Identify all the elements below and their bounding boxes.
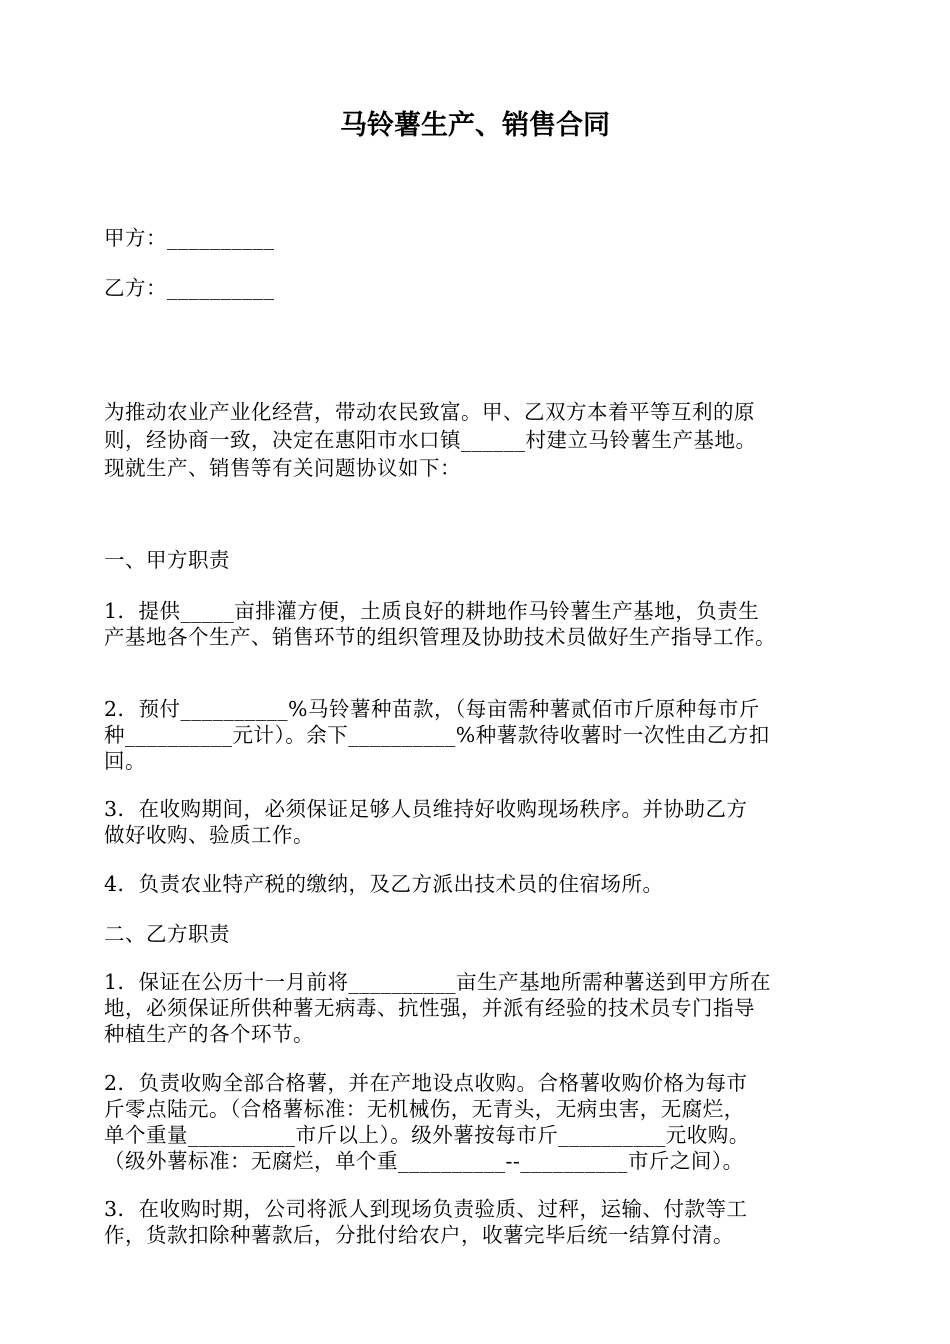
- s1-item2-line-3: 回。: [104, 749, 146, 773]
- intro-line-2: 则，经协商一致，决定在惠阳市水口镇______村建立马铃薯生产基地。: [104, 428, 757, 452]
- s2-item1-line-3: 种植生产的各个环节。: [104, 1022, 314, 1046]
- s1-item1-line-1: 1．提供_____亩排灌方便，土质良好的耕地作马铃薯生产基地，负责生: [104, 599, 760, 623]
- s1-item2-line-1: 2．预付__________%马铃薯种苗款，（每亩需种薯贰佰市斤原种每市斤: [104, 697, 760, 721]
- s2-item3-line-1: 3．在收购时期，公司将派人到现场负责验质、过秤，运输、付款等工: [104, 1197, 748, 1221]
- s2-item3-line-2: 作，货款扣除种薯款后，分批付给农户，收薯完毕后统一结算付清。: [104, 1223, 734, 1247]
- s1-item4-line-1: 4．负责农业特产税的缴纳，及乙方派出技术员的住宿场所。: [104, 872, 664, 896]
- s2-item2-line-3: 单个重量__________市斤以上）。级外薯按每市斤__________元收购。: [104, 1123, 750, 1147]
- s2-item2-line-1: 2．负责收购全部合格薯，并在产地设点收购。合格薯收购价格为每市: [104, 1071, 748, 1095]
- s1-item3-line-1: 3．在收购期间，必须保证足够人员维持好收购现场秩序。并协助乙方: [104, 797, 748, 821]
- intro-line-1: 为推动农业产业化经营，带动农民致富。甲、乙双方本着平等互利的原: [104, 400, 755, 424]
- s1-item3-line-2: 做好收购、验质工作。: [104, 823, 314, 847]
- party-b-line: 乙方：__________: [104, 276, 275, 300]
- section-1-heading: 一、甲方职责: [104, 548, 230, 572]
- s1-item1-line-2: 产基地各个生产、销售环节的组织管理及协助技术员做好生产指导工作。: [104, 625, 776, 649]
- section-2-heading: 二、乙方职责: [104, 922, 230, 946]
- s1-item2-line-2: 种__________元计）。余下__________%种薯款待收薯时一次性由乙方扣: [104, 723, 770, 747]
- s2-item2-line-4: （级外薯标准：无腐烂，单个重__________--__________市斤之间）。: [104, 1149, 744, 1173]
- s2-item1-line-1: 1．保证在公历十一月前将__________亩生产基地所需种薯送到甲方所在: [104, 970, 772, 994]
- s2-item1-line-2: 地，必须保证所供种薯无病毒、抗性强，并派有经验的技术员专门指导: [104, 996, 755, 1020]
- document-title: 马铃薯生产、销售合同: [340, 110, 610, 141]
- party-a-line: 甲方：__________: [104, 226, 275, 250]
- intro-line-3: 现就生产、销售等有关问题协议如下：: [104, 456, 461, 480]
- s2-item2-line-2: 斤零点陆元。（合格薯标准：无机械伤，无青头，无病虫害，无腐烂，: [104, 1097, 745, 1121]
